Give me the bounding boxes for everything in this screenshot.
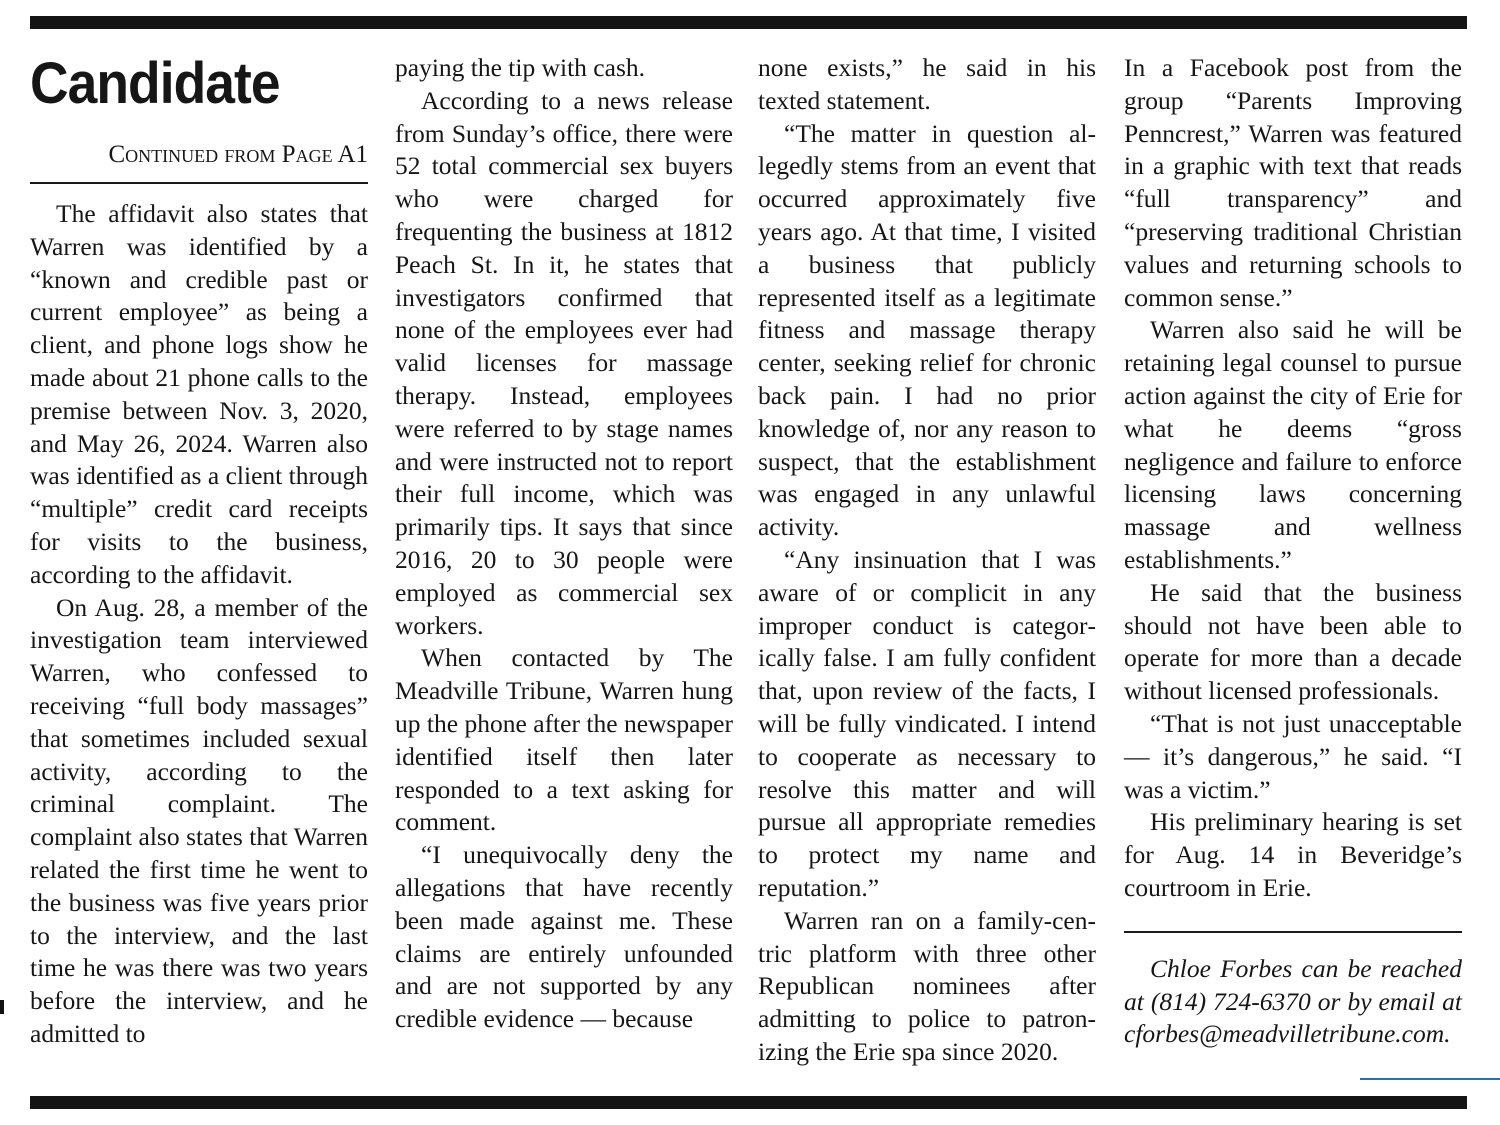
byline-divider bbox=[1124, 931, 1462, 933]
bottom-rule bbox=[30, 1096, 1467, 1109]
paragraph: “I unequivocally deny the allegations that have recently been made against me. These claims are entirely unfounded and are not supported by any credible evidence — because bbox=[395, 840, 733, 1034]
top-rule bbox=[30, 16, 1467, 29]
paragraph: The affidavit also states that Warren was identified by a “known and credible past or current employee” as being a client, and phone logs show he made about 21 phone calls to the premise between Nov. 3, 2020, and May 26, 2024. Warren also was identified as a client through “multiple” credit card receipts for visits to the business, according to the affidavit. bbox=[30, 199, 368, 589]
blue-underline-mark bbox=[1360, 1078, 1500, 1080]
paragraph: According to a news release from Sunday’s office, there were 52 total commercial sex buyers who were charged for frequenting the business at 1812 Peach St. In it, he states that investigators confirmed that none of the employees ever had valid licenses for massage therapy. Instead, employees were referred to by stage names and were instructed not to report their full income, which was primarily tips. It says that since 2016, 20 to 30 people were employed as commercial sex workers. bbox=[395, 85, 733, 640]
byline: Chloe Forbes can be reached at (814) 724-6370 or by email at cforbes@meadvilletribune.com. bbox=[1124, 953, 1462, 1049]
paragraph: Warren ran on a family-centric platform with three other Republican nominees after admitting to police to patronizing the Erie spa since 2020. bbox=[758, 905, 1096, 1066]
column-3 bbox=[758, 52, 1096, 1069]
column-2 bbox=[395, 52, 733, 1036]
paragraph: His preliminary hearing is set for Aug. 14 in Beveridge’s courtroom in Erie. bbox=[1124, 807, 1462, 902]
paragraph: “That is not just unacceptable — it’s dangerous,” he said. “I was a victim.” bbox=[1124, 708, 1462, 804]
paragraph: “The matter in question allegedly stems from an event that occurred approximately five years ago. At that time, I visited a business that publicly represented itself as a legitimate fitness and massage therapy center, seeking relief for chronic back pain. I had no prior knowledge of, nor any reason to suspect, that the establishment was engaged in any unlawful activity. bbox=[758, 118, 1096, 542]
paragraph: On Aug. 28, a member of the investigation team interviewed Warren, who confessed to receiving “full body massages” that sometimes included sexual activity, according to the criminal complaint. The complaint also states that Warren related the first time he went to the business was five years prior to the interview, and the last time he was there was two years before the interview, and he admitted to bbox=[30, 592, 368, 1048]
paragraph: Warren also said he will be retaining legal counsel to pursue action against the city of Erie for what he deems “gross negligence and failure to enforce licensing laws concerning massage and wellness establishments.” bbox=[1124, 315, 1462, 574]
paragraph: He said that the business should not have been able to operate for more than a decade without licensed professionals. bbox=[1124, 577, 1462, 706]
edge-mark bbox=[0, 1000, 4, 1014]
paragraph: “Any insinuation that I was aware of or complicit in any improper conduct is categorically false. I am fully confident that, upon review of the facts, I will be fully vindicated. I intend to cooperate as necessary to resolve this matter and will pursue all appropriate remedies to protect my name and reputation.” bbox=[758, 544, 1096, 902]
headline: Candidate bbox=[30, 51, 280, 116]
column-1 bbox=[30, 52, 368, 1051]
headline-divider bbox=[30, 182, 368, 184]
column-4 bbox=[1124, 52, 1462, 1051]
continued-from-label: Continued from Page A1 bbox=[108, 141, 368, 168]
paragraph: When contacted by The Meadville Tribune, Warren hung up the phone after the newspaper identified itself then later responded to a text asking for comment. bbox=[395, 643, 733, 837]
paragraph: In a Facebook post from the group “Parents Improving Penncrest,” Warren was featured in a graphic with text that reads “full transparency” and “preserving traditional Christian values and returning schools to common sense.” bbox=[1124, 53, 1462, 312]
paragraph: none exists,” he said in his texted statement. bbox=[758, 53, 1096, 115]
paragraph: paying the tip with cash. bbox=[395, 53, 645, 82]
